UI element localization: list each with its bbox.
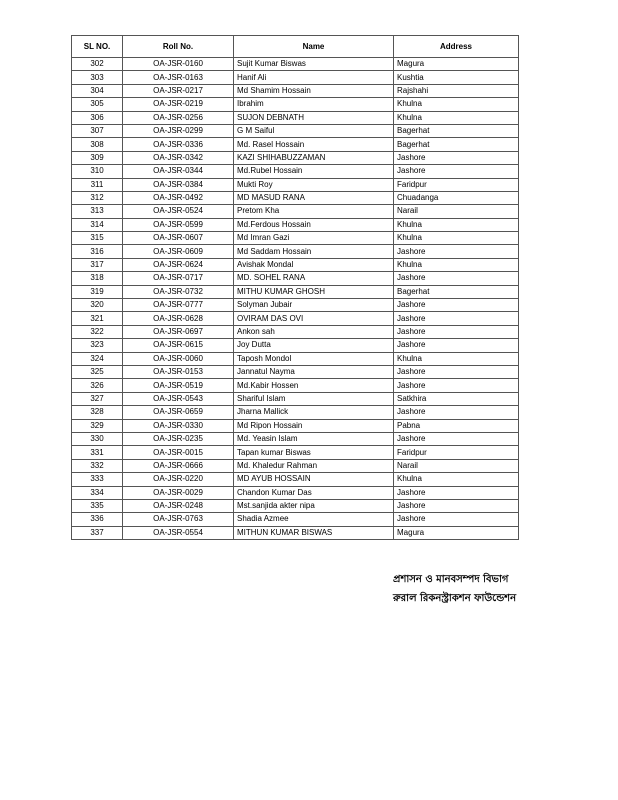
- cell-sl-no: 336: [72, 513, 123, 526]
- cell-name: Md. Rasel Hossain: [234, 138, 394, 151]
- cell-sl-no: 320: [72, 299, 123, 312]
- cell-address: Khulna: [394, 218, 519, 231]
- cell-name: KAZI SHIHABUZZAMAN: [234, 151, 394, 164]
- cell-sl-no: 335: [72, 499, 123, 512]
- cell-address: Khulna: [394, 258, 519, 271]
- table-row: [72, 419, 519, 432]
- cell-name: Hanif Ali: [234, 71, 394, 84]
- cell-name: Md.Kabir Hossen: [234, 379, 394, 392]
- cell-name: MD MASUD RANA: [234, 191, 394, 204]
- cell-name: Avishak Mondal: [234, 258, 394, 271]
- table-row: [72, 285, 519, 298]
- table-row: [72, 98, 519, 111]
- table-row: [72, 526, 519, 539]
- cell-roll-no: OA-JSR-0235: [123, 432, 234, 445]
- cell-sl-no: 332: [72, 459, 123, 472]
- cell-sl-no: 333: [72, 473, 123, 486]
- cell-name: Md Saddam Hossain: [234, 245, 394, 258]
- cell-roll-no: OA-JSR-0554: [123, 526, 234, 539]
- cell-address: Jashore: [394, 432, 519, 445]
- table-row: [72, 84, 519, 97]
- cell-roll-no: OA-JSR-0060: [123, 352, 234, 365]
- cell-address: Faridpur: [394, 178, 519, 191]
- cell-sl-no: 316: [72, 245, 123, 258]
- cell-sl-no: 304: [72, 84, 123, 97]
- cell-address: Jashore: [394, 165, 519, 178]
- cell-roll-no: OA-JSR-0342: [123, 151, 234, 164]
- cell-roll-no: OA-JSR-0492: [123, 191, 234, 204]
- cell-sl-no: 302: [72, 58, 123, 71]
- table-row: [72, 71, 519, 84]
- header-address: Address: [394, 36, 519, 58]
- cell-sl-no: 314: [72, 218, 123, 231]
- cell-name: Md Shamim Hossain: [234, 84, 394, 97]
- cell-name: Chandon Kumar Das: [234, 486, 394, 499]
- cell-roll-no: OA-JSR-0609: [123, 245, 234, 258]
- cell-name: Jharna Mallick: [234, 406, 394, 419]
- cell-name: Md.Rubel Hossain: [234, 165, 394, 178]
- cell-name: MD AYUB HOSSAIN: [234, 473, 394, 486]
- table-row: [72, 432, 519, 445]
- table-row: [72, 124, 519, 137]
- cell-roll-no: OA-JSR-0220: [123, 473, 234, 486]
- table-row: [72, 272, 519, 285]
- table-row: [72, 312, 519, 325]
- cell-roll-no: OA-JSR-0248: [123, 499, 234, 512]
- table-row: [72, 165, 519, 178]
- cell-name: Solyman Jubair: [234, 299, 394, 312]
- cell-roll-no: OA-JSR-0160: [123, 58, 234, 71]
- cell-address: Bagerhat: [394, 285, 519, 298]
- cell-address: Magura: [394, 526, 519, 539]
- cell-sl-no: 324: [72, 352, 123, 365]
- cell-address: Rajshahi: [394, 84, 519, 97]
- cell-address: Jashore: [394, 379, 519, 392]
- candidate-list-sheet: [71, 35, 519, 540]
- cell-name: Md. Khaledur Rahman: [234, 459, 394, 472]
- cell-roll-no: OA-JSR-0659: [123, 406, 234, 419]
- cell-address: Jashore: [394, 499, 519, 512]
- cell-roll-no: OA-JSR-0624: [123, 258, 234, 271]
- cell-name: SUJON DEBNATH: [234, 111, 394, 124]
- cell-name: Mukti Roy: [234, 178, 394, 191]
- cell-name: Md. Yeasin Islam: [234, 432, 394, 445]
- cell-sl-no: 307: [72, 124, 123, 137]
- table-row: [72, 191, 519, 204]
- cell-sl-no: 309: [72, 151, 123, 164]
- table-row: [72, 178, 519, 191]
- cell-sl-no: 310: [72, 165, 123, 178]
- cell-sl-no: 337: [72, 526, 123, 539]
- cell-roll-no: OA-JSR-0330: [123, 419, 234, 432]
- table-row: [72, 111, 519, 124]
- cell-roll-no: OA-JSR-0217: [123, 84, 234, 97]
- cell-sl-no: 329: [72, 419, 123, 432]
- cell-sl-no: 334: [72, 486, 123, 499]
- cell-address: Jashore: [394, 299, 519, 312]
- cell-name: OVIRAM DAS OVI: [234, 312, 394, 325]
- table-row: [72, 352, 519, 365]
- header-sl-no: SL NO.: [72, 36, 123, 58]
- cell-sl-no: 330: [72, 432, 123, 445]
- cell-sl-no: 331: [72, 446, 123, 459]
- signature-block: [393, 570, 543, 608]
- cell-address: Jashore: [394, 245, 519, 258]
- cell-roll-no: OA-JSR-0717: [123, 272, 234, 285]
- cell-sl-no: 317: [72, 258, 123, 271]
- cell-name: Joy Dutta: [234, 339, 394, 352]
- cell-roll-no: OA-JSR-0384: [123, 178, 234, 191]
- cell-address: Jashore: [394, 513, 519, 526]
- table-row: [72, 258, 519, 271]
- cell-roll-no: OA-JSR-0615: [123, 339, 234, 352]
- cell-address: Bagerhat: [394, 124, 519, 137]
- cell-sl-no: 322: [72, 325, 123, 338]
- cell-roll-no: OA-JSR-0763: [123, 513, 234, 526]
- cell-roll-no: OA-JSR-0777: [123, 299, 234, 312]
- cell-sl-no: 308: [72, 138, 123, 151]
- cell-roll-no: OA-JSR-0015: [123, 446, 234, 459]
- cell-address: Narail: [394, 459, 519, 472]
- cell-address: Khulna: [394, 352, 519, 365]
- cell-address: Satkhira: [394, 392, 519, 405]
- cell-address: Khulna: [394, 98, 519, 111]
- department-name: প্রশাসন ও মানবসম্পদ বিভাগ: [393, 574, 509, 585]
- cell-address: Khulna: [394, 232, 519, 245]
- cell-address: Jashore: [394, 406, 519, 419]
- cell-name: G M Saiful: [234, 124, 394, 137]
- cell-name: Md Ripon Hossain: [234, 419, 394, 432]
- cell-roll-no: OA-JSR-0336: [123, 138, 234, 151]
- table-row: [72, 499, 519, 512]
- cell-roll-no: OA-JSR-0219: [123, 98, 234, 111]
- cell-name: Sujit Kumar Biswas: [234, 58, 394, 71]
- table-row: [72, 446, 519, 459]
- cell-sl-no: 318: [72, 272, 123, 285]
- cell-sl-no: 311: [72, 178, 123, 191]
- cell-sl-no: 306: [72, 111, 123, 124]
- cell-address: Chuadanga: [394, 191, 519, 204]
- table-row: [72, 392, 519, 405]
- cell-sl-no: 325: [72, 365, 123, 378]
- cell-roll-no: OA-JSR-0607: [123, 232, 234, 245]
- cell-roll-no: OA-JSR-0029: [123, 486, 234, 499]
- header-roll-no: Roll No.: [123, 36, 234, 58]
- cell-name: Taposh Mondol: [234, 352, 394, 365]
- table-row: [72, 245, 519, 258]
- header-name: Name: [234, 36, 394, 58]
- cell-sl-no: 319: [72, 285, 123, 298]
- cell-roll-no: OA-JSR-0299: [123, 124, 234, 137]
- cell-roll-no: OA-JSR-0256: [123, 111, 234, 124]
- table-body: [72, 58, 519, 540]
- table-row: [72, 513, 519, 526]
- cell-address: Khulna: [394, 473, 519, 486]
- cell-address: Faridpur: [394, 446, 519, 459]
- cell-sl-no: 326: [72, 379, 123, 392]
- table-row: [72, 138, 519, 151]
- table-row: [72, 218, 519, 231]
- table-row: [72, 205, 519, 218]
- cell-name: MD. SOHEL RANA: [234, 272, 394, 285]
- organization-name: রুরাল রিকনস্ট্রাকশন ফাউন্ডেশন: [393, 593, 517, 604]
- cell-name: Md Imran Gazi: [234, 232, 394, 245]
- cell-address: Pabna: [394, 419, 519, 432]
- cell-address: Jashore: [394, 312, 519, 325]
- cell-name: Pretom Kha: [234, 205, 394, 218]
- table-header: [72, 36, 519, 58]
- cell-sl-no: 313: [72, 205, 123, 218]
- table-row: [72, 299, 519, 312]
- cell-name: Jannatul Nayma: [234, 365, 394, 378]
- cell-sl-no: 321: [72, 312, 123, 325]
- table-row: [72, 151, 519, 164]
- cell-sl-no: 312: [72, 191, 123, 204]
- cell-address: Narail: [394, 205, 519, 218]
- cell-name: Mst.sanjida akter nipa: [234, 499, 394, 512]
- cell-roll-no: OA-JSR-0628: [123, 312, 234, 325]
- cell-name: Ankon sah: [234, 325, 394, 338]
- cell-address: Kushtia: [394, 71, 519, 84]
- cell-name: Ibrahim: [234, 98, 394, 111]
- cell-name: Md.Ferdous Hossain: [234, 218, 394, 231]
- table-row: [72, 325, 519, 338]
- cell-roll-no: OA-JSR-0543: [123, 392, 234, 405]
- cell-address: Bagerhat: [394, 138, 519, 151]
- table-row: [72, 459, 519, 472]
- cell-address: Jashore: [394, 365, 519, 378]
- cell-roll-no: OA-JSR-0732: [123, 285, 234, 298]
- cell-sl-no: 327: [72, 392, 123, 405]
- cell-address: Khulna: [394, 111, 519, 124]
- table-row: [72, 486, 519, 499]
- cell-address: Magura: [394, 58, 519, 71]
- cell-address: Jashore: [394, 486, 519, 499]
- table-row: [72, 406, 519, 419]
- cell-sl-no: 315: [72, 232, 123, 245]
- cell-address: Jashore: [394, 339, 519, 352]
- table-row: [72, 232, 519, 245]
- table-row: [72, 365, 519, 378]
- cell-name: Shadia Azmee: [234, 513, 394, 526]
- cell-name: Tapan kumar Biswas: [234, 446, 394, 459]
- candidate-table: [71, 35, 519, 540]
- cell-roll-no: OA-JSR-0599: [123, 218, 234, 231]
- cell-roll-no: OA-JSR-0344: [123, 165, 234, 178]
- cell-roll-no: OA-JSR-0153: [123, 365, 234, 378]
- cell-sl-no: 328: [72, 406, 123, 419]
- cell-address: Jashore: [394, 272, 519, 285]
- table-row: [72, 58, 519, 71]
- table-row: [72, 473, 519, 486]
- table-row: [72, 379, 519, 392]
- cell-sl-no: 303: [72, 71, 123, 84]
- cell-name: Shariful Islam: [234, 392, 394, 405]
- cell-sl-no: 305: [72, 98, 123, 111]
- cell-address: Jashore: [394, 325, 519, 338]
- cell-sl-no: 323: [72, 339, 123, 352]
- cell-roll-no: OA-JSR-0666: [123, 459, 234, 472]
- cell-roll-no: OA-JSR-0519: [123, 379, 234, 392]
- cell-roll-no: OA-JSR-0524: [123, 205, 234, 218]
- cell-roll-no: OA-JSR-0697: [123, 325, 234, 338]
- cell-name: MITHU KUMAR GHOSH: [234, 285, 394, 298]
- header-row: [72, 36, 519, 58]
- cell-name: MITHUN KUMAR BISWAS: [234, 526, 394, 539]
- cell-roll-no: OA-JSR-0163: [123, 71, 234, 84]
- cell-address: Jashore: [394, 151, 519, 164]
- table-row: [72, 339, 519, 352]
